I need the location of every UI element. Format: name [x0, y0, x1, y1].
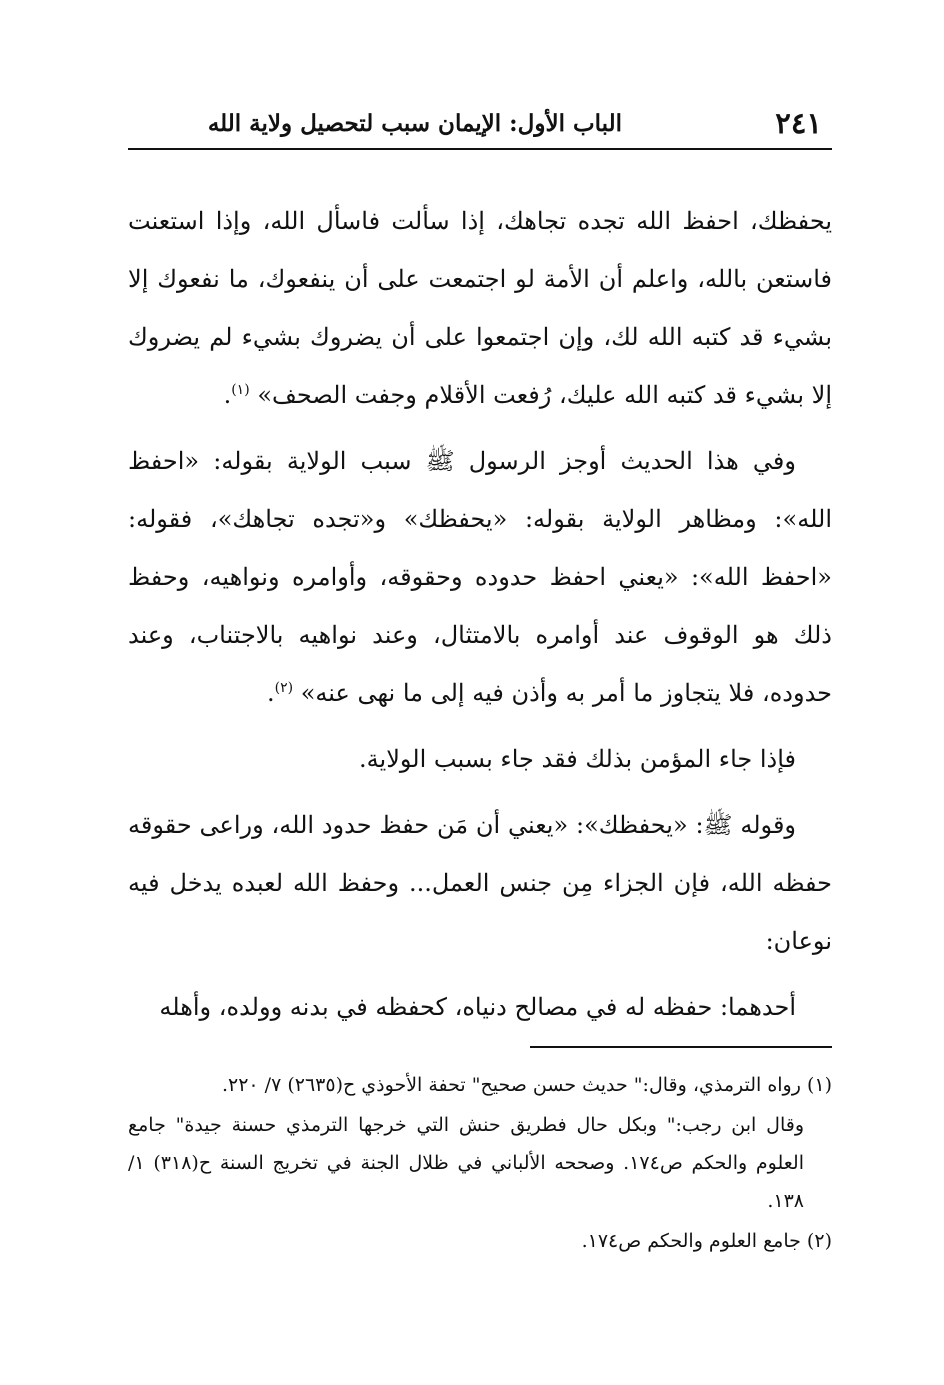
- paragraph: [128, 432, 832, 722]
- footnote-ref: (١): [231, 382, 250, 398]
- paragraph-text: وفي هذا الحديث أوجز الرسول ﷺ سبب الولاية بقوله: «احفظ الله»: ومظاهر الولاية بقوله: «يحفظك» و«تجده تجاهك»، فقوله: «احفظ الله»: «يعني احفظ حدوده وحقوقه، وأوامره ونواهيه، وحفظ ذلك هو الوقوف عند أوامره بالامتثال، وعند نواهيه بالاجتناب، وعند حدوده، فلا يتجاوز ما أمر به وأذن فيه إلى ما نهى عنه»: [128, 447, 832, 707]
- period: .: [223, 381, 232, 409]
- chapter-title: الباب الأول: الإيمان سبب لتحصيل ولاية الله: [207, 110, 622, 137]
- footnote-continuation: وقال ابن رجب:" وبكل حال فطريق حنش التي خرجها الترمذي حسنة جيدة" جامع العلوم والحكم ص١٧٤. وصححه الألباني في ظلال الجنة في تخريج السنة ح(٣١٨) ١/ ١٣٨.: [128, 1114, 804, 1212]
- footnotes: [128, 1066, 832, 1262]
- footnote: (١) رواه الترمذي، وقال:" حديث حسن صحيح" تحفة الأحوذي ح(٢٦٣٥) ٧/ ٢٢٠.: [221, 1074, 832, 1096]
- running-header: [128, 104, 832, 150]
- paragraph: فإذا جاء المؤمن بذلك فقد جاء بسبب الولاية.: [359, 745, 796, 773]
- footnote-ref: (٢): [274, 680, 294, 696]
- footnote: (٢) جامع العلوم والحكم ص١٧٤.: [581, 1230, 832, 1252]
- paragraph: [128, 192, 832, 424]
- main-text: [128, 192, 832, 1036]
- paragraph: أحدهما: حفظه له في مصالح دنياه، كحفظه في بدنه وولده، وأهله: [159, 993, 796, 1021]
- period: .: [266, 679, 275, 707]
- paragraph: وقوله ﷺ: «يحفظك»: «يعني أن مَن حفظ حدود الله، وراعى حقوقه حفظه الله، فإن الجزاء مِن جنس العمل... وحفظ الله لعبده يدخل فيه نوعان:: [128, 811, 832, 955]
- footnote-separator: [530, 1046, 832, 1048]
- paragraph-text: يحفظك، احفظ الله تجده تجاهك، إذا سألت فاسأل الله، وإذا استعنت فاستعن بالله، واعلم أن الأمة لو اجتمعت على أن ينفعوك، ما نفعوك إلا بشيء قد كتبه الله لك، وإن اجتمعوا على أن يضروك بشيء لم يضروك إلا بشيء قد كتبه الله عليك، رُفعت الأقلام وجفت الصحف»: [128, 207, 832, 409]
- page-number: ٢٤١: [775, 106, 822, 140]
